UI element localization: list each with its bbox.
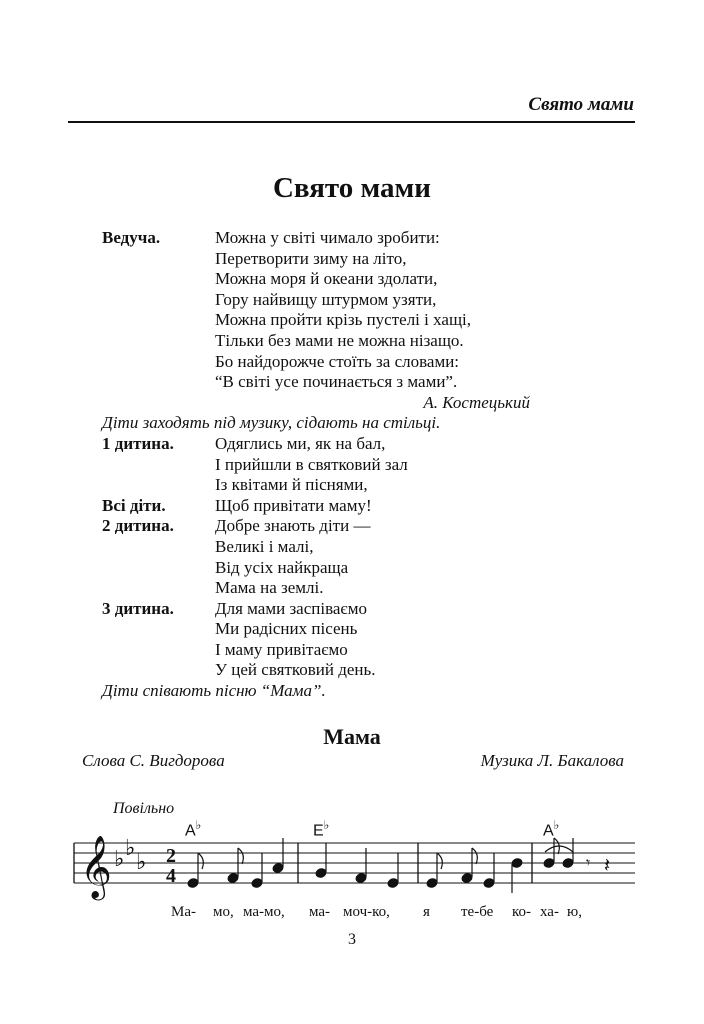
composer-credit: Музика Л. Бакалова: [480, 751, 624, 770]
running-title: Свято мами: [528, 94, 634, 115]
speaker-label: 1 дитина.: [102, 433, 174, 453]
verse-text: Ми радісних пісень: [215, 619, 358, 639]
speaker-label: 2 дитина.: [102, 516, 174, 536]
note: [251, 853, 263, 888]
lyric-syllable: Ма-: [171, 904, 196, 920]
time-signature-bottom: 4: [166, 865, 176, 887]
verse-text: Можна моря й океани здолати,: [215, 269, 438, 289]
verse-text: І прийшли в святковий зал: [215, 454, 408, 474]
lyric-syllable: те-бе: [461, 904, 494, 920]
lyric-syllable: ма-мо,: [243, 904, 285, 920]
tempo-marking: Повільно: [113, 800, 175, 817]
note: [511, 858, 523, 893]
lyric-syllable: ма-: [309, 904, 331, 920]
lyricist-credit: Слова С. Вигдорова: [82, 751, 225, 770]
verse-text: Перетворити зиму на літо,: [215, 248, 407, 268]
verse-text: Великі і малі,: [215, 536, 314, 556]
note: [483, 853, 495, 888]
verse-text: Із квітами й піснями,: [215, 475, 368, 495]
treble-clef-icon: 𝄞: [80, 835, 112, 898]
note: [315, 843, 327, 878]
poem-author: А. Костецький: [423, 392, 530, 412]
verse-text: Щоб привітати маму!: [215, 495, 372, 515]
quarter-rest-icon: 𝄽: [604, 853, 611, 877]
note: [387, 853, 399, 888]
page-title: Свято мами: [272, 172, 432, 204]
verse-text: “В світі усе починається з мами”.: [215, 372, 458, 392]
page-number: 3: [348, 931, 356, 948]
stage-direction: Діти співають пісню “Мама”.: [102, 681, 326, 701]
verse-text: Тільки без мами не можна нізащо.: [215, 330, 464, 350]
stage-direction: Діти заходять під музику, сідають на стільці.: [102, 413, 441, 433]
verse-text: У цей святковий день.: [215, 660, 376, 680]
speaker-label: Всі діти.: [102, 495, 166, 515]
speaker-label: Ведуча.: [102, 228, 161, 247]
verse-text: Мама на землі.: [215, 578, 324, 598]
key-flat-icon: ♭: [136, 850, 147, 875]
lyric-syllable: я: [423, 904, 430, 920]
lyric-syllable: моч-ко,: [343, 904, 390, 920]
lyric-syllable: мо,: [213, 904, 234, 920]
time-signature-top: 2: [166, 845, 176, 867]
verse-text: Можна пройти крізь пустелі і хащі,: [215, 310, 472, 330]
key-flat-icon: ♭: [114, 847, 125, 872]
verse-text: Бо найдорожче стоїть за словами:: [215, 351, 460, 371]
lyric-syllable: ха-: [540, 904, 559, 920]
chord-symbol: E♭: [313, 818, 330, 840]
chord-symbol: A♭: [185, 818, 202, 840]
verse-text: Від усіх найкраща: [215, 557, 349, 577]
chord-symbol: A♭: [543, 818, 560, 840]
verse-text: Одяглись ми, як на бал,: [215, 433, 386, 453]
lyric-syllable: ю,: [567, 904, 582, 920]
verse-text: Гору найвищу штурмом узяти,: [215, 289, 437, 309]
verse-text: Можна у світі чимало зробити:: [215, 228, 440, 247]
verse-text: Для мами заспіваємо: [215, 598, 367, 618]
speaker-label: 3 дитина.: [102, 598, 174, 618]
lyric-syllable: ко-: [512, 904, 532, 920]
verse-text: І маму привітаємо: [215, 639, 348, 659]
verse-text: Добре знають діти —: [215, 516, 371, 536]
eighth-rest-icon: 𝄾: [586, 853, 591, 872]
song-title: Мама: [323, 724, 381, 749]
key-flat-icon: ♭: [125, 836, 136, 861]
